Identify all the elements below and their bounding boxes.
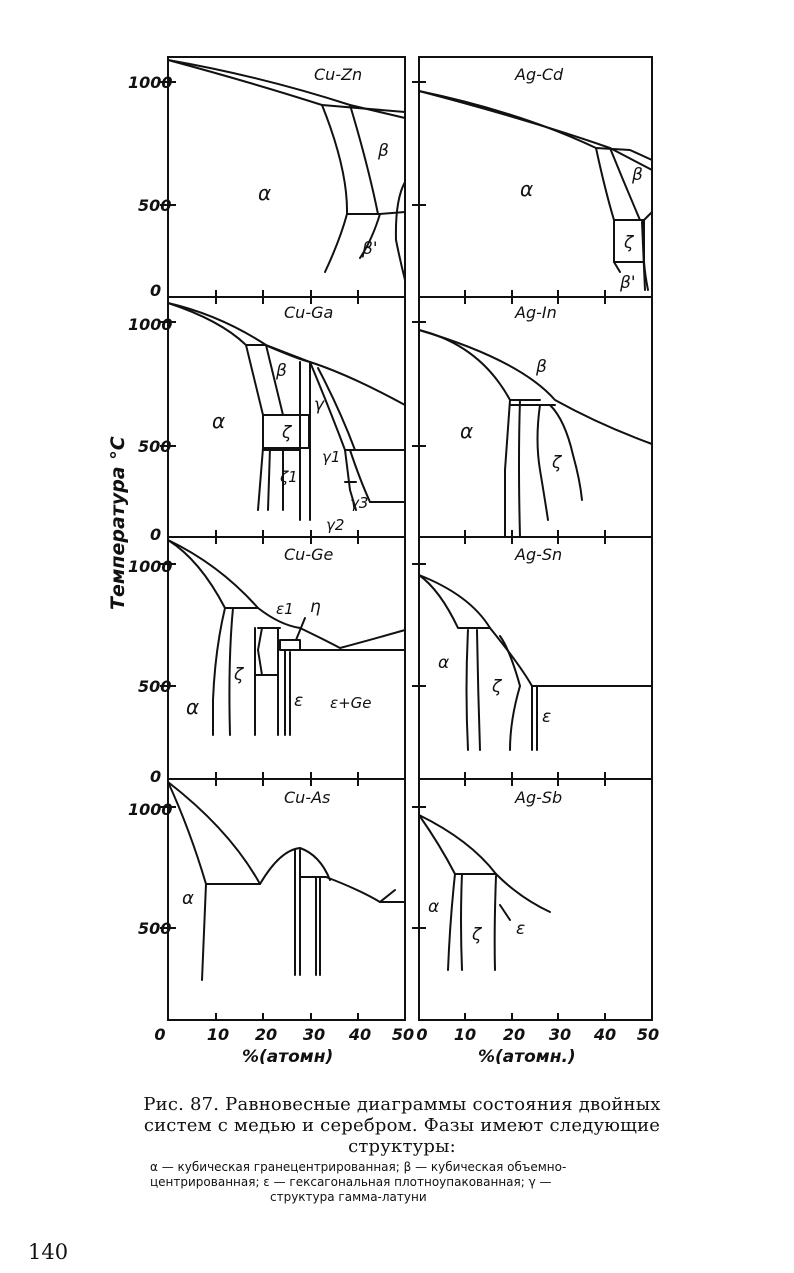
phase-label-cu-ga-zeta1: ζ1 <box>280 468 298 486</box>
y-tick-1000-row3: 1000 <box>128 557 173 576</box>
panel-title-cu-ga: Cu-Ga <box>284 303 334 322</box>
phase-label-ag-in-beta: β <box>536 357 547 377</box>
phase-label-ag-cd-beta-prime: β' <box>620 273 636 293</box>
phase-label-ag-sn-alpha: α <box>438 653 450 673</box>
x-tick-0-left: 0 <box>154 1025 166 1044</box>
phase-label-cu-zn-beta-prime: β' <box>362 239 378 259</box>
panel-frame-ag-in <box>419 297 652 537</box>
y-tick-500-row1: 500 <box>138 196 172 215</box>
panel-title-ag-cd: Ag-Cd <box>515 65 564 84</box>
footnote-line-2: центрированная; ε — гексагональная плотноупакованная; γ — <box>150 1175 552 1189</box>
y-tick-1000-row1: 1000 <box>128 73 173 92</box>
panel-frame-ag-sb <box>419 779 652 1020</box>
x-tick-40-right: 40 <box>593 1025 617 1044</box>
curves-ag-cd <box>419 91 652 290</box>
y-tick-0-row2: 0 <box>150 525 162 544</box>
panel-title-ag-in: Ag-In <box>515 303 557 322</box>
phase-structure-note <box>150 1160 660 1205</box>
caption-line-3: структуры: <box>348 1136 456 1157</box>
phase-label-ag-in-alpha: α <box>460 419 474 443</box>
footnote-line-1: α — кубическая гранецентрированная; β — кубическая объемно- <box>150 1160 567 1174</box>
phase-label-cu-ge-eps-ge: ε+Ge <box>330 694 372 712</box>
y-tick-0-row3: 0 <box>150 767 162 786</box>
x-tick-0-right: 0 <box>416 1025 428 1044</box>
phase-label-ag-cd-beta: β <box>632 165 643 185</box>
footnote-line-3: структура гамма-латуни <box>270 1190 427 1204</box>
x-tick-10-right: 10 <box>453 1025 477 1044</box>
panel-frame-cu-as <box>168 779 405 1020</box>
phase-label-cu-ga-gamma1: γ1 <box>322 448 341 466</box>
panel-title-ag-sn: Ag-Sn <box>515 545 563 564</box>
phase-label-ag-cd-zeta: ζ <box>624 233 634 253</box>
y-tick-1000-row4: 1000 <box>128 800 173 819</box>
y-tick-500-row4: 500 <box>138 919 172 938</box>
x-axis-label-right: %(атомн.) <box>478 1047 576 1067</box>
x-tick-30-right: 30 <box>548 1025 572 1044</box>
caption-line-2: систем с медью и серебром. Фазы имеют следующие <box>143 1115 661 1136</box>
phase-label-cu-ga-gamma3: γ3 <box>350 494 369 512</box>
x-tick-50-left: 50 <box>391 1025 415 1044</box>
phase-label-cu-ge-eps1: ε1 <box>276 600 294 618</box>
caption-line-1: Рис. 87. Равновесные диаграммы состояния двойных <box>143 1094 661 1115</box>
curves-cu-ga <box>168 303 405 520</box>
phase-label-cu-ga-gamma: γ <box>314 395 325 415</box>
phase-label-cu-ge-zeta: ζ <box>234 665 244 685</box>
phase-label-ag-in-zeta: ζ <box>552 453 562 473</box>
x-tick-10-left: 10 <box>206 1025 230 1044</box>
phase-label-ag-sb-zeta: ζ <box>472 925 482 945</box>
panel-title-cu-ge: Cu-Ge <box>284 545 334 564</box>
curves-cu-as <box>168 782 405 980</box>
x-tick-40-left: 40 <box>348 1025 372 1044</box>
phase-label-cu-ge-alpha: α <box>186 695 200 719</box>
phase-label-ag-sn-zeta: ζ <box>492 677 502 697</box>
phase-label-cu-zn-beta: β <box>378 141 389 161</box>
phase-label-ag-cd-alpha: α <box>520 177 534 201</box>
phase-label-ag-sn-eps: ε <box>542 707 552 727</box>
panel-title-ag-sb: Ag-Sb <box>515 788 563 807</box>
phase-label-ag-sb-alpha: α <box>428 897 440 917</box>
panel-title-cu-as: Cu-As <box>284 788 331 807</box>
y-tick-1000-row2: 1000 <box>128 315 173 334</box>
phase-label-cu-zn-alpha: α <box>258 181 272 205</box>
phase-label-cu-ge-eta: η <box>310 597 321 617</box>
panel-frame-ag-sn <box>419 537 652 779</box>
page-number: 140 <box>28 1240 69 1264</box>
x-tick-50-right: 50 <box>636 1025 660 1044</box>
phase-label-cu-ga-zeta: ζ <box>282 423 292 443</box>
phase-label-cu-ga-beta: β <box>276 361 287 381</box>
phase-label-cu-ga-alpha: α <box>212 409 226 433</box>
y-tick-0-row1: 0 <box>150 281 162 300</box>
phase-label-ag-sb-eps: ε <box>516 919 526 939</box>
figure-caption <box>140 1094 664 1157</box>
y-axis-label: Температура °C <box>107 436 129 610</box>
curves-ag-sn <box>419 575 652 750</box>
y-tick-500-row3: 500 <box>138 677 172 696</box>
x-axis-label-left: %(атомн) <box>242 1047 334 1067</box>
x-tick-20-left: 20 <box>254 1025 278 1044</box>
x-tick-20-right: 20 <box>502 1025 526 1044</box>
x-tick-30-left: 30 <box>302 1025 326 1044</box>
phase-label-cu-ga-gamma2: γ2 <box>326 516 345 534</box>
curves-ag-sb <box>419 815 550 970</box>
phase-label-cu-ge-eps: ε <box>294 691 304 711</box>
y-tick-500-row2: 500 <box>138 437 172 456</box>
phase-label-cu-as-alpha: α <box>182 888 194 909</box>
panel-title-cu-zn: Cu-Zn <box>314 65 363 84</box>
